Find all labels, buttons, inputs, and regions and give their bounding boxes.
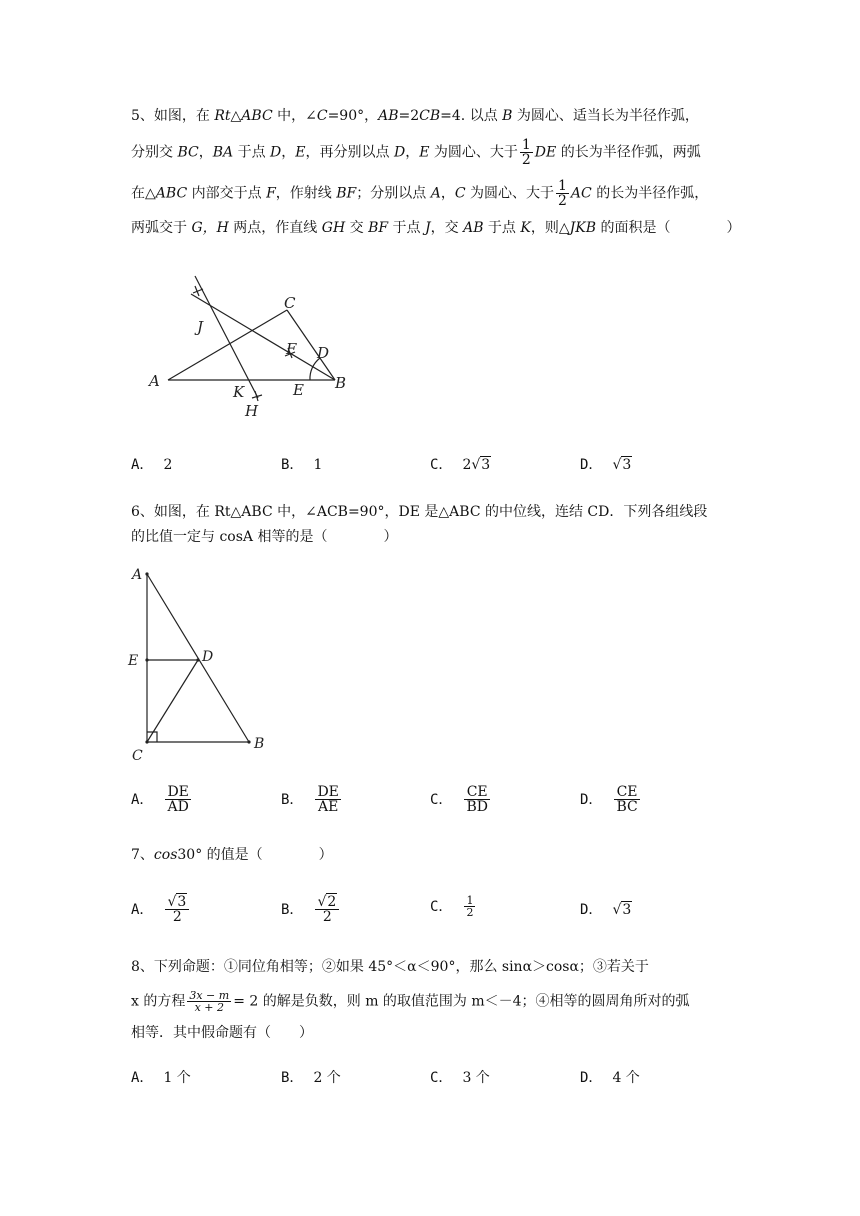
fraction-denominator: 2 — [466, 906, 474, 919]
fraction-numerator: √2 — [315, 895, 339, 910]
q8-line-2 — [131, 990, 690, 1013]
q5-text: =4. 以点 — [440, 108, 503, 124]
fraction-denominator: 2 — [558, 193, 567, 209]
q5-option-b[interactable] — [281, 455, 322, 475]
radicand: 2 — [327, 894, 337, 910]
q5-text: AC — [570, 185, 592, 202]
q5-text: 分别交 — [131, 144, 178, 161]
q5-text: Rt△ABC — [214, 108, 273, 124]
q6-option-d[interactable] — [580, 785, 642, 814]
q7-option-c[interactable] — [430, 895, 477, 918]
fraction-denominator: 2 — [521, 152, 531, 168]
label-h: H — [245, 402, 259, 420]
option-label: C． — [430, 457, 453, 473]
fraction-denominator: BD — [466, 799, 488, 815]
option-label: A． — [131, 791, 154, 808]
option-label: D． — [580, 1070, 603, 1086]
segment-cd — [147, 660, 198, 742]
q5-line-3 — [131, 179, 708, 208]
fraction-numerator: 1 — [521, 137, 531, 153]
q5-line-2 — [131, 138, 701, 167]
label-j: J — [197, 318, 204, 336]
option-label: B． — [281, 457, 304, 473]
q7-option-a[interactable] — [131, 895, 191, 924]
option-label: C． — [430, 791, 453, 808]
q7-text: cos — [153, 847, 178, 863]
q5-line-1 — [131, 106, 699, 126]
label-b: B — [335, 374, 347, 392]
q5-text: E — [419, 144, 430, 161]
q6-option-a[interactable] — [131, 785, 193, 814]
fraction-denominator: AD — [167, 799, 189, 815]
fraction — [464, 785, 490, 814]
q5-text: ， — [198, 144, 213, 161]
q5-text: =2 — [398, 108, 420, 124]
q5-text: D — [270, 144, 282, 161]
q6-line-1: 6、如图，在 Rt△ABC 中，∠ACB=90°，DE 是△ABC 的中位线，连结 CD．下列各组线段 — [131, 504, 708, 520]
q7-option-d[interactable] — [580, 900, 632, 920]
q5-text: BC — [177, 144, 199, 161]
q5-text: B — [502, 108, 513, 124]
q5-text: G，H — [191, 220, 229, 236]
sqrt-expression: √3 — [612, 457, 632, 473]
q5-text: E — [295, 144, 306, 161]
radicand: 3 — [481, 457, 491, 473]
q5-text: 于点 — [483, 220, 521, 236]
fraction-numerator: CE — [464, 785, 490, 800]
option-coefficient: 2 — [462, 457, 472, 473]
q5-text: AB — [463, 220, 484, 236]
option-label: B． — [281, 791, 304, 808]
q5-text: =90°， — [327, 108, 379, 124]
option-label: D． — [580, 791, 603, 808]
q5-text: DE — [534, 144, 557, 161]
q5-option-a[interactable] — [131, 455, 172, 475]
label-f: F — [286, 340, 297, 358]
fraction-denominator: 2 — [172, 909, 182, 925]
half-fraction — [520, 138, 533, 167]
label-c: C — [132, 748, 143, 764]
fraction — [315, 785, 340, 814]
option-label: B． — [281, 1070, 304, 1086]
q5-text: 为圆心、大于 — [465, 185, 554, 202]
option-label: D． — [580, 902, 603, 918]
option-value: 1 — [313, 457, 323, 473]
option-value: 3 个 — [462, 1070, 490, 1086]
q5-text: K — [520, 220, 531, 236]
cross-mark-h — [252, 391, 262, 401]
option-value: 4 个 — [612, 1070, 640, 1086]
q5-text: ，再分别以点 — [305, 144, 394, 161]
half-fraction — [556, 179, 569, 208]
q5-text: BF — [368, 220, 389, 236]
q5-text: 的面积是（ ） — [596, 220, 741, 236]
q5-option-c[interactable] — [430, 455, 491, 475]
q5-text: ，作射线 — [275, 185, 337, 202]
q5-text: JKB — [569, 220, 596, 236]
q5-text: C — [454, 185, 466, 202]
option-label: A． — [131, 457, 154, 473]
ray-bf — [191, 294, 335, 380]
q5-text: 中，∠ — [272, 108, 317, 124]
fraction-denominator: AE — [317, 799, 339, 815]
label-b: B — [254, 736, 265, 752]
option-label: C． — [430, 898, 453, 915]
fraction — [165, 895, 189, 924]
option-label: C． — [430, 1070, 453, 1086]
q5-text: A — [430, 185, 441, 202]
fraction — [614, 785, 639, 814]
segment-ac — [168, 310, 287, 380]
q5-text: ， — [281, 144, 296, 161]
q5-text: 于点 — [388, 220, 425, 236]
q8-line-1: 8、下列命题：①同位角相等；②如果 45°＜α＜90°，那么 sinα＞cosα；③若关于 — [131, 959, 649, 975]
fraction-numerator: DE — [317, 784, 339, 800]
q5-text: GH — [321, 220, 346, 236]
option-label: A． — [131, 1070, 154, 1086]
q5-text: C — [316, 108, 328, 124]
q5-text: 的长为半径作弧，两弧 — [556, 144, 701, 161]
q5-text: 交 — [345, 220, 369, 236]
q5-text: 两点，作直线 — [228, 220, 322, 236]
q8-option-d[interactable] — [580, 1068, 640, 1088]
q8-option-c[interactable] — [430, 1068, 490, 1088]
fraction — [165, 785, 190, 814]
q5-text: 两弧交于 — [131, 220, 192, 236]
label-c: C — [284, 294, 296, 312]
q6-option-b[interactable] — [281, 785, 343, 814]
q5-text: 为圆心、适当长为半径作弧， — [512, 108, 699, 124]
label-d: D — [317, 344, 330, 362]
fraction — [464, 895, 475, 918]
q5-text: 在△ — [131, 185, 156, 202]
q5-text: BA — [212, 144, 234, 161]
label-e: E — [293, 381, 304, 399]
radicand: 3 — [177, 894, 187, 910]
q5-text: F — [266, 185, 276, 202]
q5-option-d[interactable] — [580, 455, 632, 475]
option-label: B． — [281, 901, 304, 918]
q8-line-3: 相等．其中假命题有（ ） — [131, 1025, 313, 1041]
q6-option-c[interactable] — [430, 785, 492, 814]
q5-text: ， — [440, 185, 455, 202]
fraction — [315, 895, 339, 924]
q7-text: 30° 的值是（ ） — [177, 847, 333, 863]
q7-text: 7、 — [131, 847, 154, 863]
q5-figure — [145, 270, 365, 430]
q7-line — [131, 845, 333, 865]
q5-text: AB — [378, 108, 399, 124]
q5-text: 的长为半径作弧， — [591, 185, 709, 202]
option-label: D． — [580, 457, 603, 473]
sqrt-expression: √3 — [612, 902, 632, 918]
equation-fraction — [187, 990, 231, 1013]
q5-text: J — [425, 220, 431, 236]
q5-text: BF — [336, 185, 357, 202]
fraction-denominator: BC — [616, 799, 638, 815]
q5-text: 内部交于点 — [187, 185, 267, 202]
fraction-numerator: √3 — [165, 895, 189, 910]
q5-text: ；分别以点 — [356, 185, 431, 202]
radicand: 3 — [622, 457, 632, 473]
option-value: 2 — [163, 457, 173, 473]
fraction-denominator: 2 — [322, 909, 332, 925]
label-k: K — [233, 383, 245, 401]
label-a: A — [132, 567, 143, 583]
q5-text: 为圆心、大于 — [429, 144, 518, 161]
q5-text: CB — [419, 108, 441, 124]
fraction-numerator: CE — [614, 785, 639, 800]
q5-text: ， — [405, 144, 420, 161]
label-e: E — [128, 653, 139, 669]
q8-text: = 2 的解是负数，则 m 的取值范围为 m＜－4；④相等的圆周角所对的弧 — [233, 993, 690, 1010]
q5-text: ，则△ — [530, 220, 570, 236]
q5-text: 5、如图，在 — [131, 108, 215, 124]
q5-line-4 — [131, 218, 740, 238]
q8-text: x 的方程 — [131, 993, 186, 1010]
sqrt-expression: √3 — [471, 457, 491, 473]
q5-text: ，交 — [430, 220, 464, 236]
option-label: A． — [131, 901, 154, 918]
option-value: 2 个 — [313, 1070, 341, 1086]
q7-option-b[interactable] — [281, 895, 341, 924]
fraction-numerator: DE — [167, 784, 189, 800]
fraction-numerator: 3x − m — [189, 989, 230, 1002]
q5-text: ABC — [155, 185, 188, 202]
fraction-numerator: 1 — [558, 178, 567, 194]
q5-text: D — [393, 144, 406, 161]
label-d: D — [202, 649, 214, 665]
radicand: 3 — [622, 902, 632, 918]
q6-line-2: 的比值一定与 cosA 相等的是（ ） — [131, 529, 398, 545]
q5-text: 于点 — [233, 144, 271, 161]
q6-figure — [125, 562, 275, 767]
q8-option-a[interactable] — [131, 1068, 191, 1088]
fraction-numerator: 1 — [466, 894, 474, 907]
option-value: 1 个 — [163, 1070, 191, 1086]
q8-option-b[interactable] — [281, 1068, 341, 1088]
fraction-denominator: x + 2 — [194, 1001, 224, 1014]
label-a: A — [149, 372, 160, 390]
